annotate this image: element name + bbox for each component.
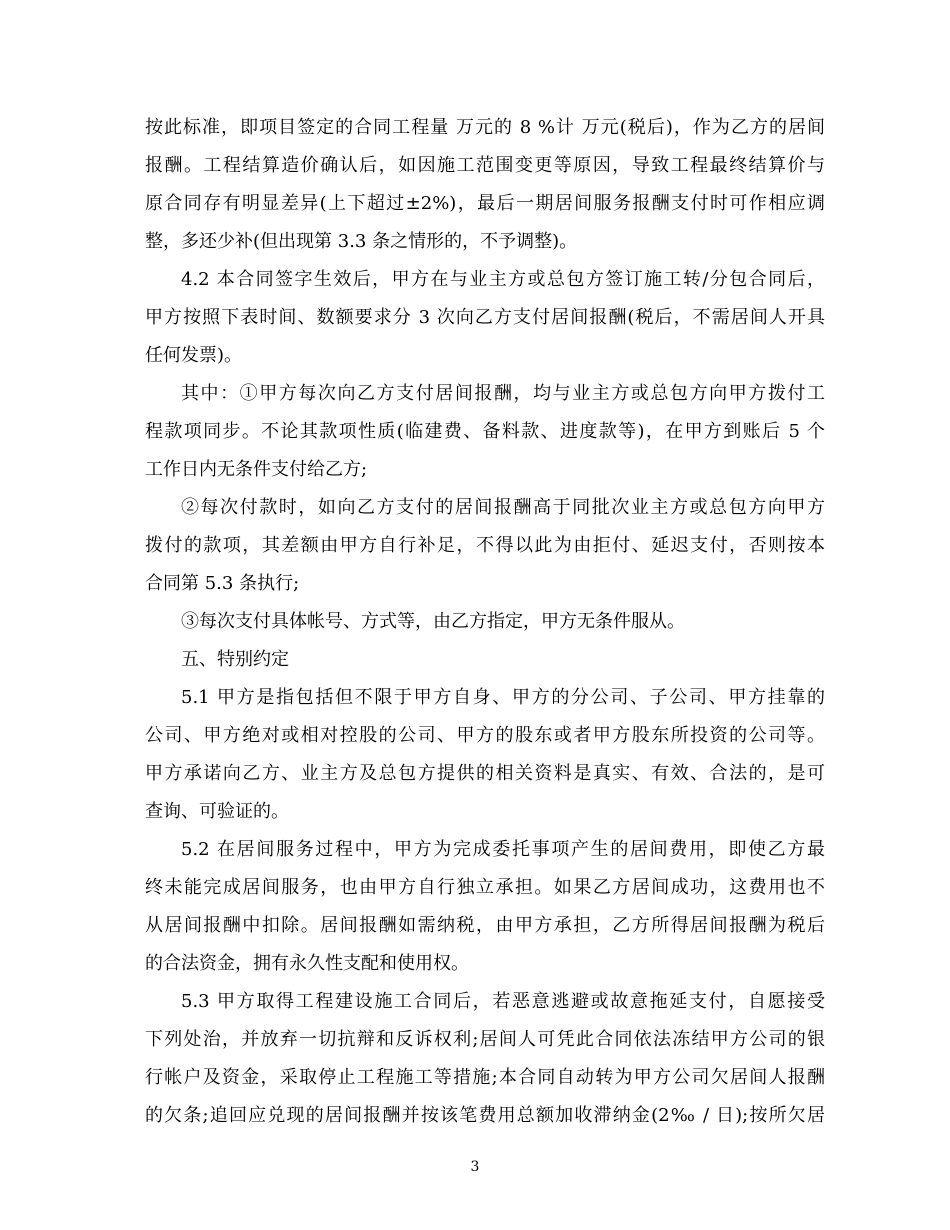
paragraph-7-line-3: 的合法资金，拥有永久性支配和使用权。 (145, 953, 469, 974)
paragraph-7-line-0: 5.2 在居间服务过程中，甲方为完成委托事项产生的居间费用，即使乙方最 (181, 839, 825, 860)
paragraph-7-line-1: 终未能完成居间服务，也由甲方自行独立承担。如果乙方居间成功，这费用也不 (145, 877, 825, 898)
paragraph-6-line-3: 查询、可验证的。 (145, 801, 289, 822)
paragraph-1-line-1: 甲方按照下表时间、数额要求分 3 次向乙方支付居间报酬(税后，不需居间人开具 (145, 307, 825, 328)
paragraph-7-line-2: 从居间报酬中扣除。居间报酬如需纳税，由甲方承担，乙方所得居间报酬为税后 (145, 915, 825, 936)
paragraph-6-line-0: 5.1 甲方是指包括但不限于甲方自身、甲方的分公司、子公司、甲方挂靠的 (181, 687, 825, 708)
section-heading-special-terms: 五、特别约定 (181, 649, 289, 670)
paragraph-4-line-0: ③每次支付具体帐号、方式等，由乙方指定，甲方无条件服从。 (181, 611, 685, 632)
paragraph-6-line-2: 甲方承诺向乙方、业主方及总包方提供的相关资料是真实、有效、合法的，是可 (145, 763, 825, 784)
paragraph-3-line-0: ②每次付款时，如向乙方支付的居间报酬高于同批次业主方或总包方向甲方 (181, 497, 825, 518)
page-number: 3 (470, 1159, 480, 1175)
paragraph-8-line-0: 5.3 甲方取得工程建设施工合同后，若恶意逃避或故意拖延支付，自愿接受 (181, 991, 825, 1012)
paragraph-1-line-2: 任何发票)。 (145, 345, 243, 366)
paragraph-8-line-3: 的欠条;追回应兑现的居间报酬并按该笔费用总额加收滞纳金(2‰ / 日);按所欠居 (145, 1105, 825, 1126)
paragraph-3-line-1: 拨付的款项，其差额由甲方自行补足，不得以此为由拒付、延迟支付，否则按本 (145, 535, 825, 556)
paragraph-0-line-0: 按此标准，即项目签定的合同工程量 万元的 8 %计 万元(税后)，作为乙方的居间 (145, 117, 825, 138)
paragraph-2-line-1: 程款项同步。不论其款项性质(临建费、备料款、进度款等)，在甲方到账后 5 个 (145, 421, 825, 442)
paragraph-0-line-2: 原合同存有明显差异(上下超过±2%)，最后一期居间服务报酬支付时可作相应调 (145, 193, 825, 214)
paragraph-6-line-1: 公司、甲方绝对或相对控股的公司、甲方的股东或者甲方股东所投资的公司等。 (145, 725, 825, 746)
paragraph-0-line-1: 报酬。工程结算造价确认后，如因施工范围变更等原因，导致工程最终结算价与 (145, 155, 825, 176)
paragraph-2-line-2: 工作日内无条件支付给乙方; (145, 459, 368, 480)
paragraph-2-line-0: 其中：①甲方每次向乙方支付居间报酬，均与业主方或总包方向甲方拨付工 (181, 383, 825, 404)
paragraph-0-line-3: 整，多还少补(但出现第 3.3 条之情形的，不予调整)。 (145, 231, 578, 252)
paragraph-8-line-2: 行帐户及资金，采取停止工程施工等措施;本合同自动转为甲方公司欠居间人报酬 (145, 1067, 825, 1088)
paragraph-3-line-2: 合同第 5.3 条执行; (145, 573, 300, 594)
paragraph-1-line-0: 4.2 本合同签字生效后，甲方在与业主方或总包方签订施工转/分包合同后， (181, 269, 825, 290)
paragraph-8-line-1: 下列处治，并放弃一切抗辩和反诉权利;居间人可凭此合同依法冻结甲方公司的银 (145, 1029, 825, 1050)
